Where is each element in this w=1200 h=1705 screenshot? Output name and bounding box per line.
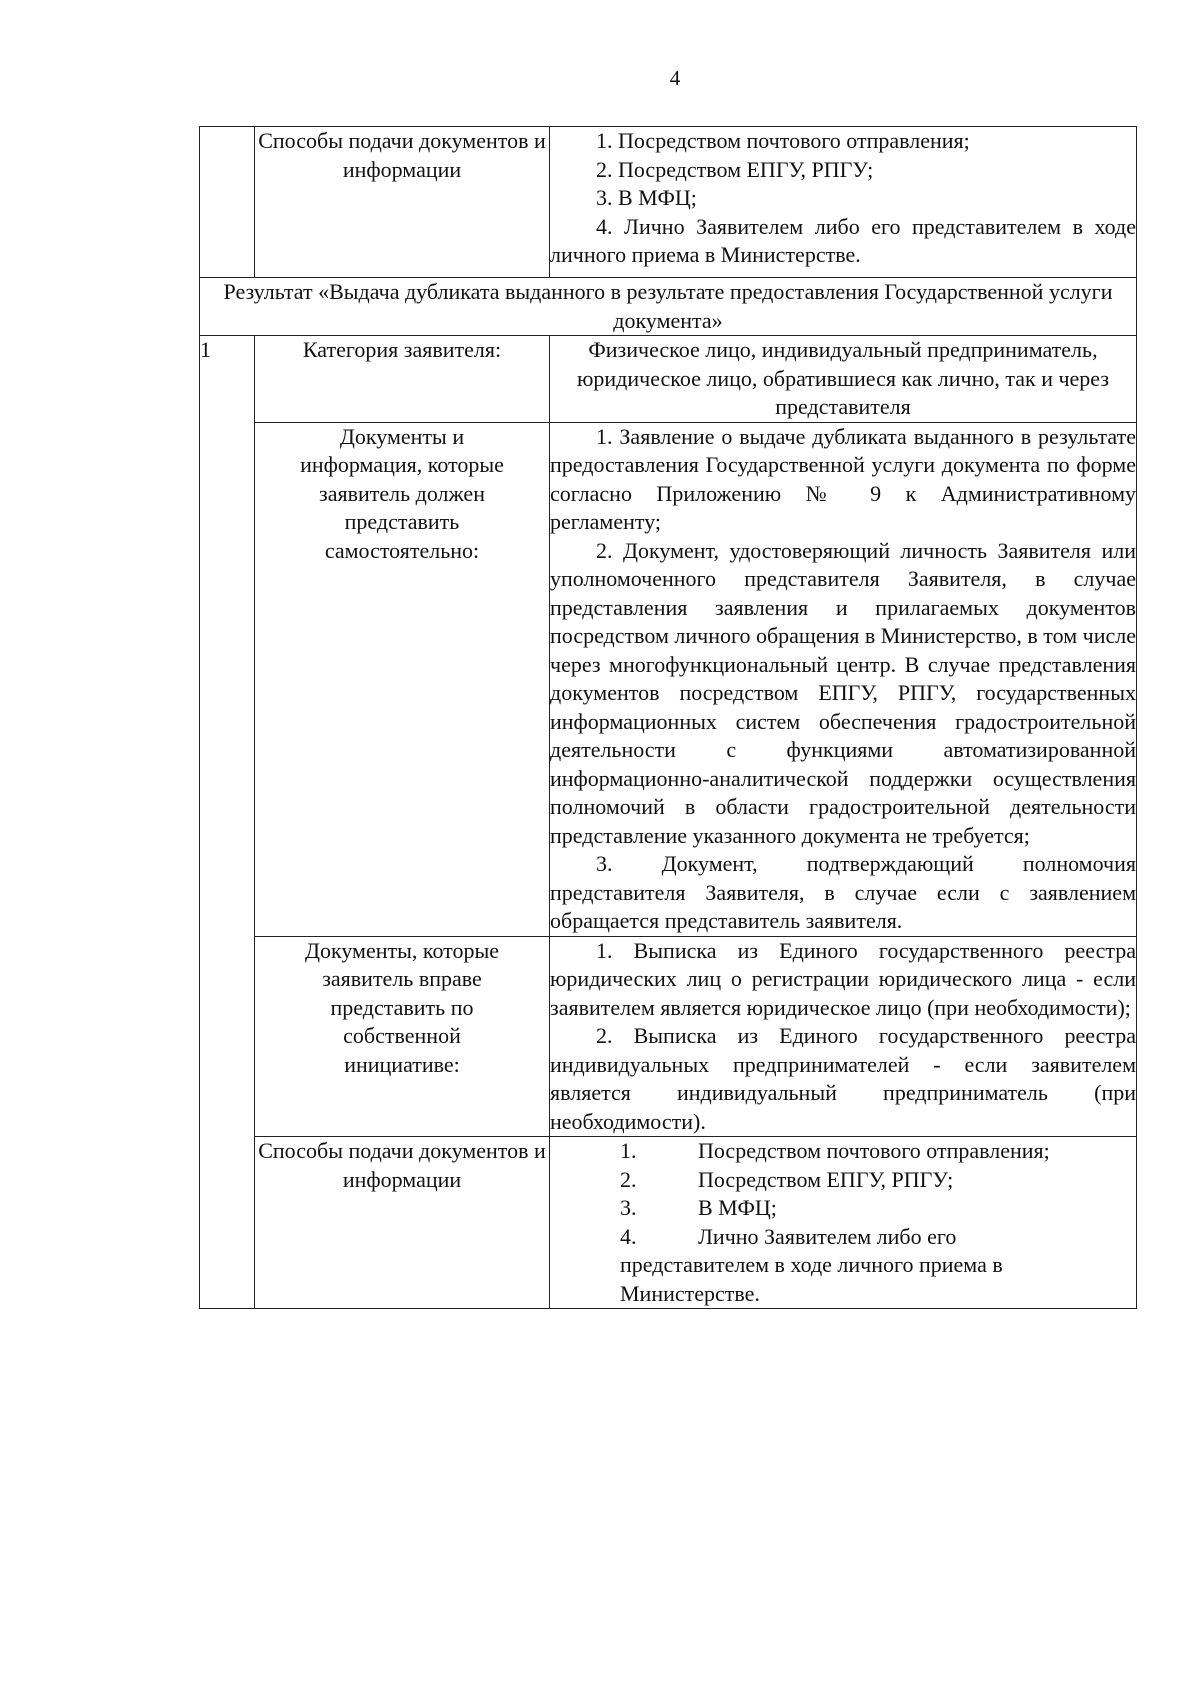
list-item: 3. В МФЦ;: [596, 185, 697, 210]
list-item: 2. Посредством ЕПГУ, РПГУ;: [596, 156, 874, 182]
row-label: Категория заявителя:: [255, 336, 550, 423]
list-item: [620, 1166, 1136, 1195]
list-item-text: Лично Заявителем либо его: [698, 1223, 957, 1249]
list-item: [620, 1137, 1136, 1166]
table-row-result-header: [200, 278, 1137, 336]
list-item: [620, 1194, 1136, 1223]
list-item: 1. Выписка из Единого государственного реестра юридических лиц о регистрации юридического лица - если заявителем является юридическое лицо (при необходимости);: [550, 937, 1136, 1020]
list-item-number: 1.: [620, 1138, 637, 1163]
list-item: 4. Лично Заявителем либо его представителем в ходе личного приема в Министерстве.: [550, 213, 1136, 267]
row-label: Документы и информация, которые заявитель должен представить самостоятельно:: [255, 422, 550, 936]
list-item-continuation: представителем в ходе личного приема в Министерстве.: [620, 1252, 1003, 1306]
list-item-number: 2.: [620, 1166, 637, 1192]
list-item: 2. Выписка из Единого государственного реестра индивидуальных предпринимателей - если заявителем является индивидуальный предприниматель (при необходимости).: [550, 1023, 1136, 1134]
list-item-text: В МФЦ;: [698, 1195, 777, 1220]
row-value: [550, 422, 1137, 936]
table-row-documents-optional: [200, 936, 1137, 1137]
table-row-submit-top: [200, 127, 1137, 278]
row-number: 1: [200, 336, 255, 1309]
table-row-category: [200, 336, 1137, 423]
table-row-submit-bottom: [200, 1137, 1137, 1309]
list-item: 3. Документ, подтверждающий полномочия представителя Заявителя, в случае если с заявлением обращается представитель заявителя.: [550, 851, 1136, 933]
list-item: [620, 1223, 1136, 1252]
list-item-text: Посредством почтового отправления;: [698, 1138, 1050, 1163]
row-label: Способы подачи документов и информации: [255, 127, 550, 278]
page-number: 4: [669, 66, 681, 90]
list-item-text: Посредством ЕПГУ, РПГУ;: [698, 1166, 954, 1192]
row-value: [550, 127, 1137, 278]
list-item-number: 3.: [620, 1195, 637, 1220]
row-value: [550, 936, 1137, 1137]
table-row-documents-required: [200, 422, 1137, 936]
service-table: [199, 126, 1137, 1309]
row-label: Документы, которые заявитель вправе представить по собственной инициативе:: [255, 936, 550, 1137]
list-item-number: 4.: [620, 1223, 637, 1249]
list-item: 1. Посредством почтового отправления;: [596, 128, 970, 153]
list-item: 1. Заявление о выдаче дубликата выданного в результате предоставления Государственной услуги документа по форме согласно Приложению № 9 к Административному регламенту;: [550, 423, 1136, 534]
row-value: [550, 1137, 1137, 1309]
result-header: Результат «Выдача дубликата выданного в результате предоставления Государственной услуги документа»: [200, 278, 1137, 336]
row-number-cell: [200, 127, 255, 278]
row-value: Физическое лицо, индивидуальный предприниматель, юридическое лицо, обратившиеся как лично, так и через представителя: [550, 336, 1137, 423]
list-item: 2. Документ, удостоверяющий личность Заявителя или уполномоченного представителя Заявителя, в случае представления заявления и прилагаемых документов посредством личного обращения в Министерство, в том числе через многофункциональный центр. В случае представления документов посредством ЕПГУ, РПГУ, государственных информационных систем обеспечения градостроительной деятельности с функциями автоматизированной информационно-аналитической поддержки осуществления полномочий в области градостроительной деятельности представление указанного документа не требуется;: [550, 537, 1136, 848]
row-label: Способы подачи документов и информации: [255, 1137, 550, 1309]
